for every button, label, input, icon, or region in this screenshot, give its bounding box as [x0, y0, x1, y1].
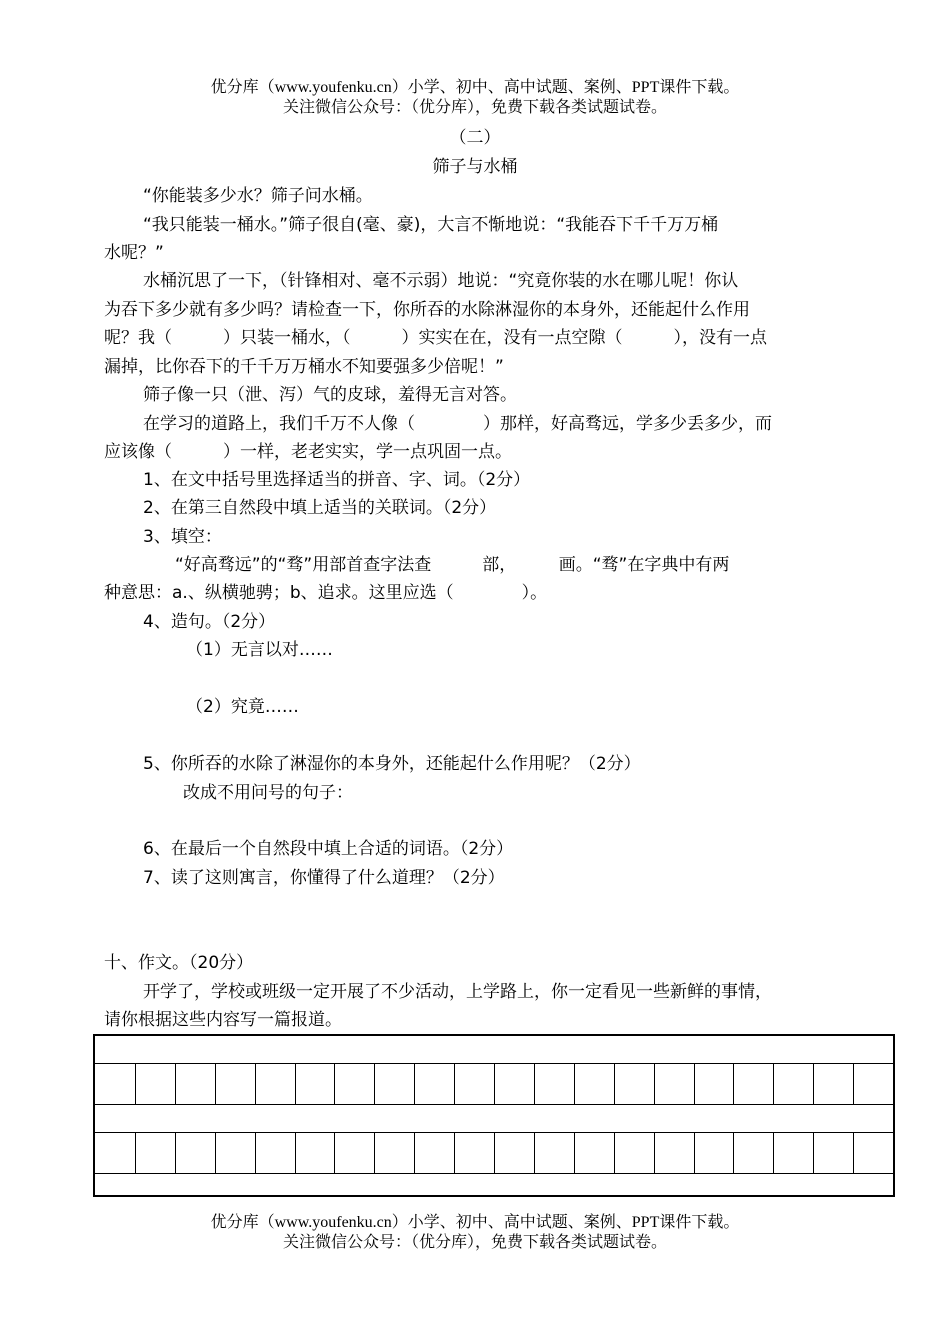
grid-line [95, 1104, 893, 1105]
composition-heading: 十、作文。（20分） [104, 953, 254, 973]
passage-line: 筛子像一只（泄、泻）气的皮球，羞得无言对答。 [143, 385, 517, 405]
question-4: 4、造句。（2分） [143, 612, 276, 632]
grid-cell-divider [255, 1132, 256, 1173]
grid-cell-divider [215, 1132, 216, 1173]
grid-cell-divider [574, 1063, 575, 1104]
grid-cell-divider [813, 1063, 814, 1104]
question-3: 3、填空： [143, 527, 222, 547]
question-1: 1、在文中括号里选择适当的拼音、字、词。（2分） [143, 470, 531, 490]
grid-cell-divider [454, 1063, 455, 1104]
question-4-item-2: （2）究竟…… [186, 697, 299, 717]
footer-line-1: 优分库（www.youfenku.cn）小学、初中、高中试题、案例、PPT课件下载。 [210, 1214, 740, 1231]
passage-line: 在学习的道路上，我们千万不人像（ ）那样，好高骛远，学多少丢多少，而 [143, 414, 772, 434]
question-7: 7、读了这则寓言，你懂得了什么道理？（2分） [143, 868, 505, 888]
grid-cell-divider [135, 1132, 136, 1173]
passage-line: 水呢？” [104, 243, 164, 263]
question-6: 6、在最后一个自然段中填上合适的词语。（2分） [143, 839, 514, 859]
grid-cell-divider [733, 1063, 734, 1104]
passage-line: 为吞下多少就有多少吗？请检查一下，你所吞的水除淋湿你的本身外，还能起什么作用 [104, 300, 750, 320]
grid-cell-divider [654, 1063, 655, 1104]
grid-cell-divider [534, 1063, 535, 1104]
grid-cell-divider [654, 1132, 655, 1173]
composition-prompt-line-2: 请你根据这些内容写一篇报道。 [104, 1010, 342, 1029]
grid-cell-divider [574, 1132, 575, 1173]
grid-cell-divider [295, 1132, 296, 1173]
grid-cell-divider [334, 1132, 335, 1173]
grid-cell-divider [614, 1132, 615, 1173]
grid-cell-divider [853, 1063, 854, 1104]
grid-cell-divider [853, 1132, 854, 1173]
section-number: （二） [449, 128, 501, 148]
passage-line: “你能装多少水？筛子问水桶。 [143, 186, 373, 206]
grid-line [95, 1173, 893, 1174]
grid-cell-divider [175, 1063, 176, 1104]
question-5-instruction: 改成不用问号的句子： [183, 783, 353, 803]
grid-cell-divider [614, 1063, 615, 1104]
composition-prompt-line-1: 开学了，学校或班级一定开展了不少活动，上学路上，你一定看见一些新鲜的事情， [143, 982, 772, 1001]
grid-cell-divider [374, 1132, 375, 1173]
passage-line: 应该像（ ）一样，老老实实，学一点巩固一点。 [104, 442, 512, 462]
passage-title: 筛子与水桶 [432, 157, 518, 177]
grid-cell-divider [494, 1132, 495, 1173]
grid-cell-divider [374, 1063, 375, 1104]
grid-cell-divider [414, 1132, 415, 1173]
question-3-fill-line-2: 种意思：a.、纵横驰骋；b、追求。这里应选（ ）。 [104, 583, 548, 603]
grid-cell-divider [694, 1063, 695, 1104]
grid-cell-divider [694, 1132, 695, 1173]
grid-cell-divider [255, 1063, 256, 1104]
grid-cell-divider [733, 1132, 734, 1173]
question-4-item-1: （1）无言以对…… [186, 640, 333, 660]
grid-cell-divider [295, 1063, 296, 1104]
question-2: 2、在第三自然段中填上适当的关联词。（2分） [143, 498, 497, 518]
grid-cell-divider [813, 1132, 814, 1173]
grid-cell-divider [175, 1132, 176, 1173]
grid-cell-divider [414, 1063, 415, 1104]
passage-line: “我只能装一桶水。”筛子很自(毫、豪)，大言不惭地说：“我能吞下千千万万桶 [143, 215, 719, 235]
header-line-1: 优分库（www.youfenku.cn）小学、初中、高中试题、案例、PPT课件下载。 [210, 79, 740, 96]
composition-writing-grid[interactable] [93, 1034, 895, 1197]
question-5: 5、你所吞的水除了淋湿你的本身外，还能起什么作用呢？（2分） [143, 754, 641, 774]
grid-cell-divider [215, 1063, 216, 1104]
grid-cell-divider [135, 1063, 136, 1104]
footer-line-2: 关注微信公众号：（优分库），免费下载各类试题试卷。 [282, 1234, 667, 1251]
grid-cell-divider [334, 1063, 335, 1104]
passage-line: 漏掉，比你吞下的千千万万桶水不知要强多少倍呢！” [104, 357, 504, 377]
passage-line: 水桶沉思了一下，（针锋相对、毫不示弱）地说：“究竟你装的水在哪儿呢！你认 [143, 271, 739, 291]
grid-cell-divider [773, 1063, 774, 1104]
grid-cell-divider [454, 1132, 455, 1173]
header-line-2: 关注微信公众号：（优分库），免费下载各类试题试卷。 [282, 99, 667, 116]
grid-cell-divider [494, 1063, 495, 1104]
passage-line: 呢？我（ ）只装一桶水，（ ）实实在在，没有一点空隙（ ），没有一点 [104, 328, 767, 348]
question-3-fill-line-1: “好高骛远”的“骛”用部首查字法查 部， 画。“骛”在字典中有两 [175, 555, 730, 575]
grid-cell-divider [534, 1132, 535, 1173]
grid-cell-divider [773, 1132, 774, 1173]
